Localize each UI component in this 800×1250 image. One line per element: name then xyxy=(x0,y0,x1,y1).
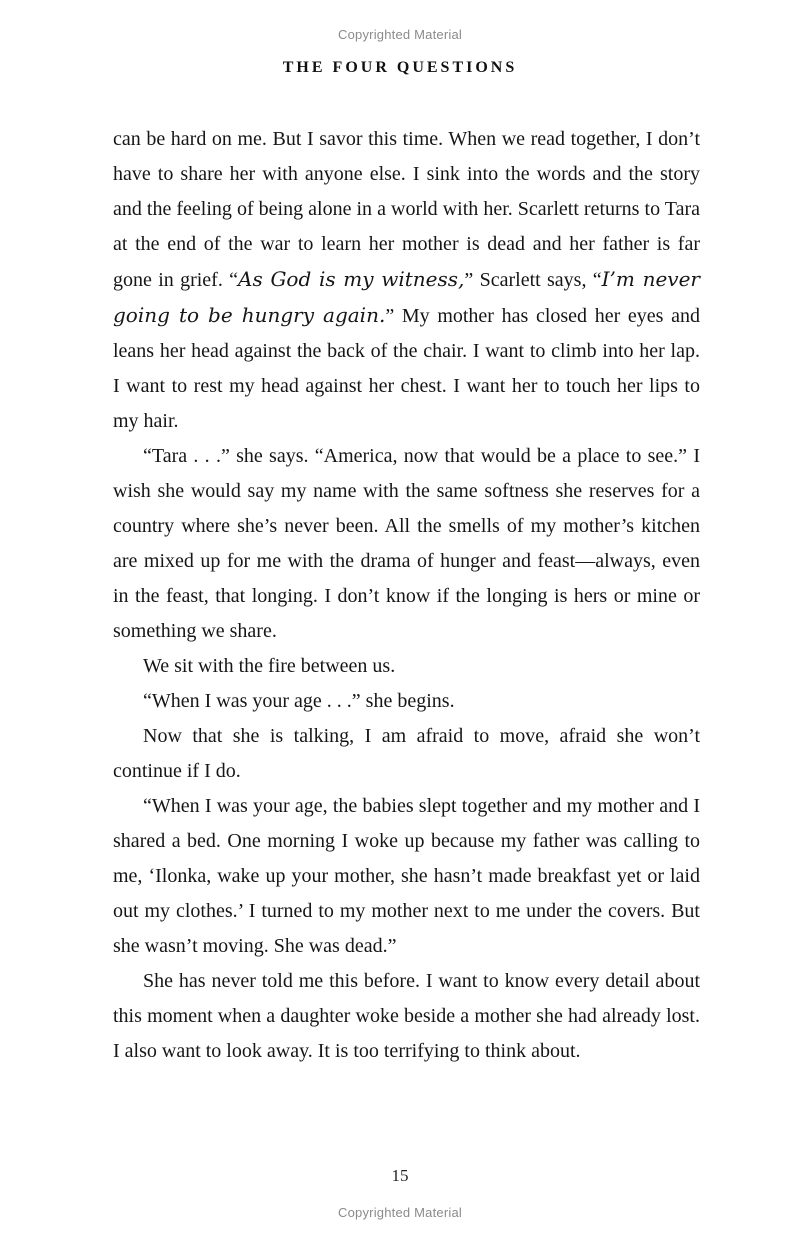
body-text: can be hard on me. But I savor this time. When we read together, I don’t have to share her with anyone else. I sink into the words and the story and the feeling of being alone in a world with her. Scarlett returns to Tara at the end of the war to learn her mother is dead and her father is far gone in grief. “ xyxy=(113,128,700,291)
body-text: “Tara . . .” she says. “America, now that would be a place to see.” I wish she would say my name with the same softness she reserves for a country where she’s never been. All the smells of my mother’s kitchen are mixed up for me with the drama of hunger and feast—always, even in the feast, that longing. I don’t know if the longing is hers or mine or something we share. xyxy=(113,445,700,642)
body-text: ” Scarlett says, “ xyxy=(464,269,602,291)
page-number: 15 xyxy=(391,1166,409,1185)
paragraph xyxy=(113,789,700,964)
copyright-notice-top: Copyrighted Material xyxy=(338,27,462,42)
body-text: We sit with the fire between us. xyxy=(143,655,396,677)
copyright-notice-bottom: Copyrighted Material xyxy=(338,1205,462,1220)
body-text: Now that she is talking, I am afraid to move, afraid she won’t continue if I do. xyxy=(113,725,700,782)
body-text: ” My mother has closed her eyes and leans her head against the back of the chair. I want to climb into her lap. I want to rest my head against her chest. I want her to touch her lips to my hair. xyxy=(113,305,700,432)
paragraph xyxy=(113,122,700,439)
body-text: “When I was your age, the babies slept together and my mother and I shared a bed. One morning I woke up because my father was calling to me, ‘Ilonka, wake up your mother, she hasn’t made breakfast yet or laid out my clothes.’ I turned to my mother next to me under the covers. But she wasn’t moving. She was dead.” xyxy=(113,795,700,957)
paragraph xyxy=(113,684,700,719)
page-body xyxy=(113,122,700,1069)
paragraph xyxy=(113,964,700,1069)
quoted-italic-text: I’m never going to be hungry again. xyxy=(113,267,700,327)
paragraph xyxy=(113,719,700,789)
body-text: She has never told me this before. I want to know every detail about this moment when a daughter woke beside a mother she had already lost. I also want to look away. It is too terrifying to think about. xyxy=(113,970,700,1062)
chapter-title: THE FOUR QUESTIONS xyxy=(282,59,518,76)
quoted-italic-text: As God is my witness, xyxy=(238,267,465,291)
paragraph xyxy=(113,439,700,649)
paragraph xyxy=(113,649,700,684)
body-text: “When I was your age . . .” she begins. xyxy=(143,690,455,712)
